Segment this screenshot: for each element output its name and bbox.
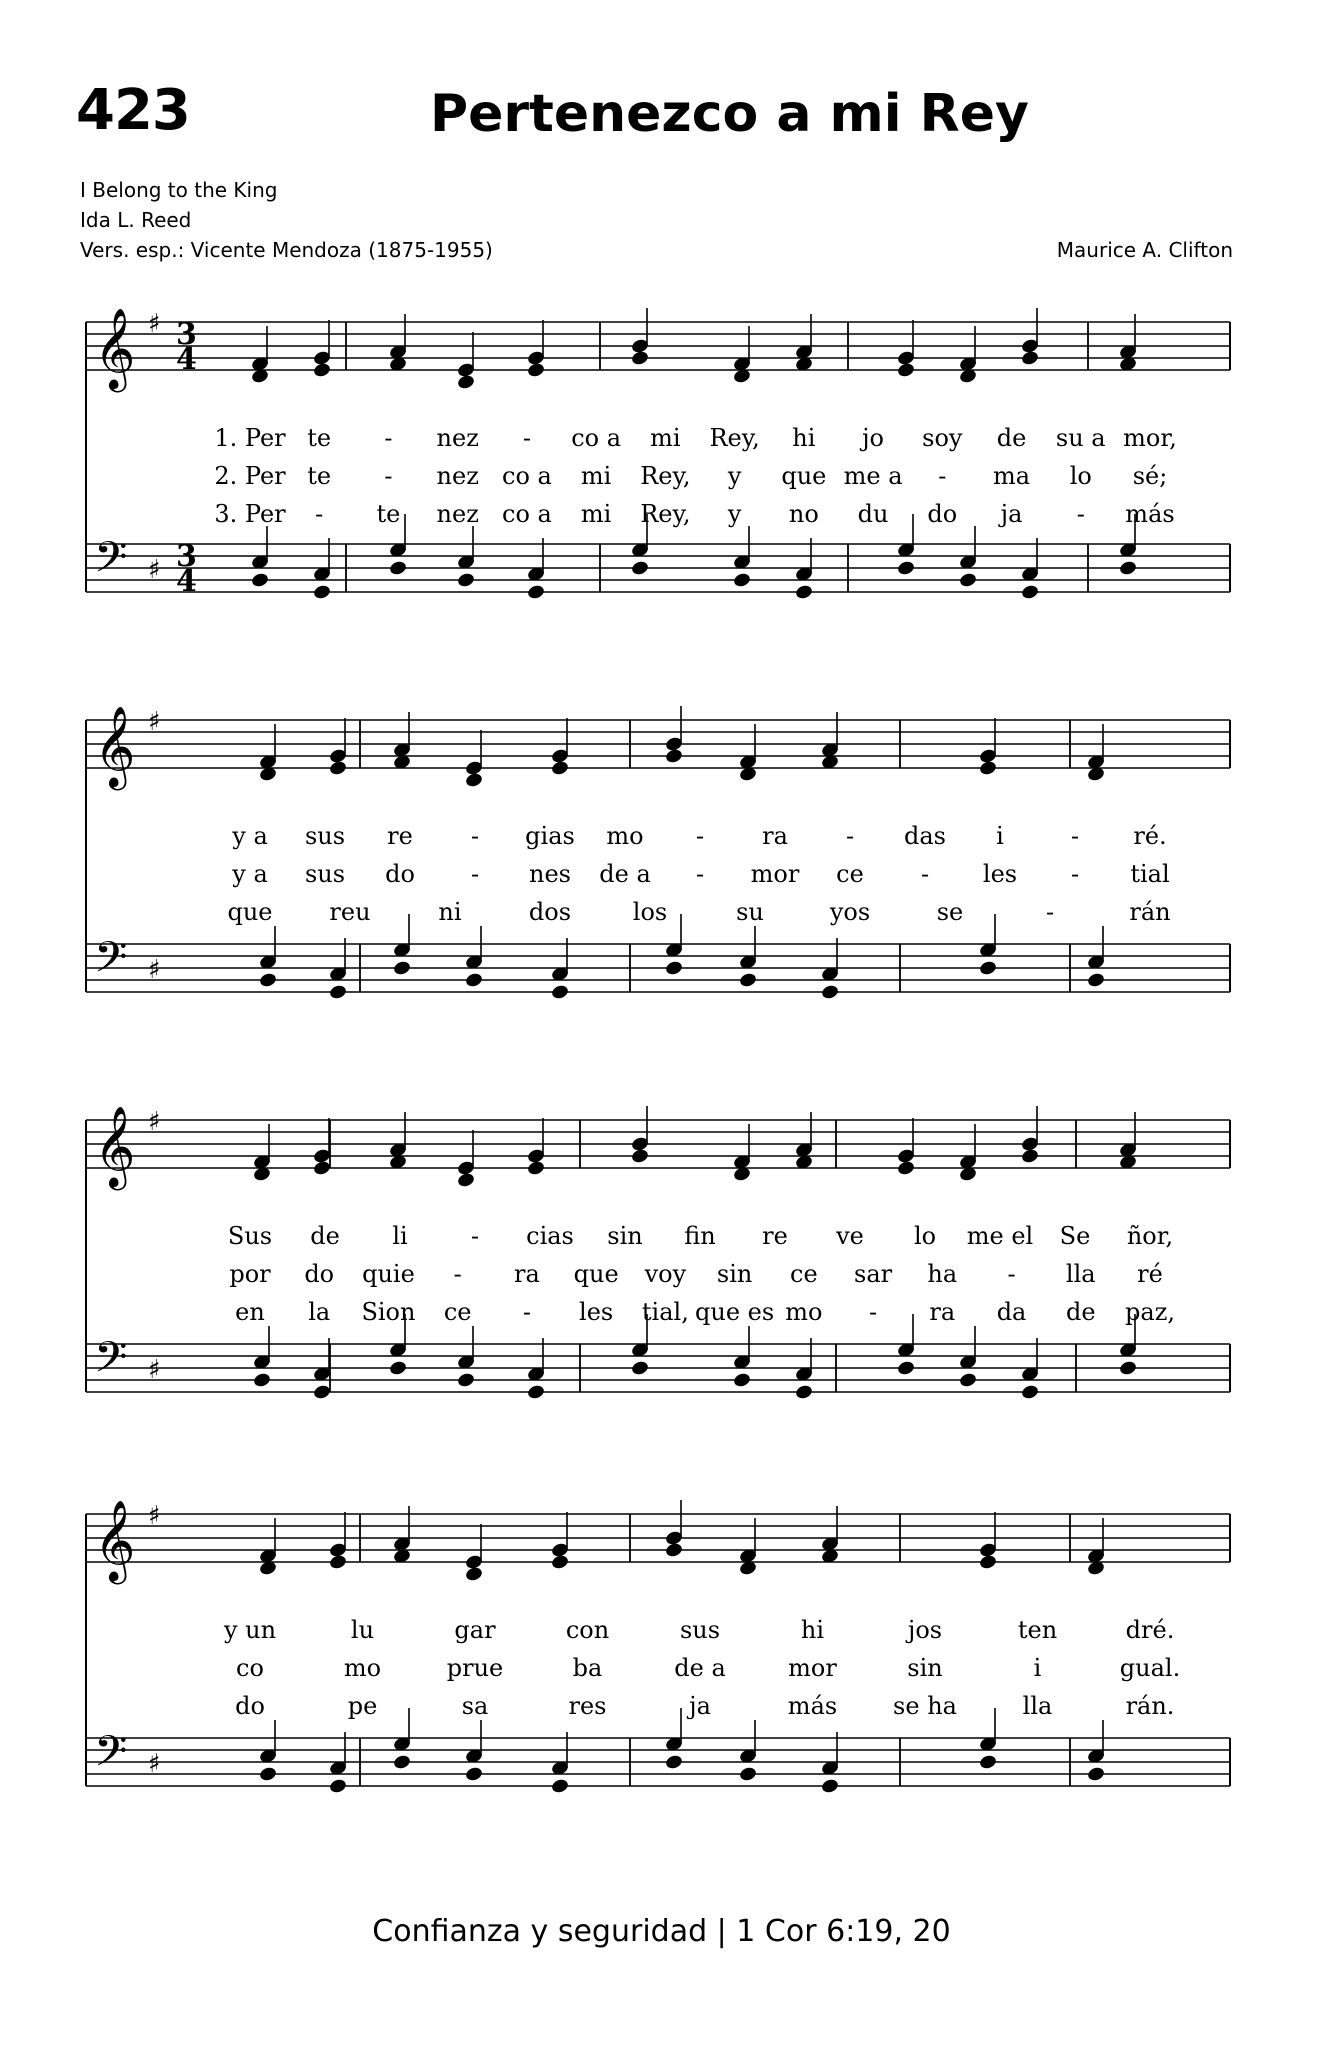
lyric-syllable: -	[1070, 860, 1080, 888]
lyric-syllable: ve	[836, 1222, 864, 1250]
lyric-syllable: do	[235, 1692, 265, 1720]
lyric-syllable: por	[229, 1260, 271, 1288]
lyric-syllable: de	[1065, 1298, 1096, 1326]
lyric-syllable: Sus	[227, 1222, 273, 1250]
lyric-syllable: Rey,	[709, 424, 760, 452]
lyric-syllable: -	[869, 1298, 878, 1326]
lyric-syllable: la	[308, 1298, 331, 1326]
lyric-syllable: ré.	[1133, 822, 1167, 850]
sharp-key-signature-icon: ♯	[148, 1501, 161, 1531]
lyric-syllable: dos	[528, 898, 572, 926]
lyric-syllable: se	[936, 898, 964, 926]
sharp-key-signature-icon: ♯	[148, 707, 161, 737]
lyric-syllable: sus	[679, 1616, 721, 1644]
lyric-syllable: ré	[1137, 1260, 1163, 1288]
lyric-syllable: voy	[644, 1260, 687, 1288]
lyric-syllable: que	[573, 1260, 619, 1288]
lyric-syllable: sus	[304, 860, 346, 888]
lyric-syllable: prue	[446, 1654, 504, 1682]
lyric-syllable: ma	[992, 462, 1031, 490]
lyric-syllable: co	[236, 1654, 264, 1682]
lyric-syllable: gual.	[1119, 1654, 1181, 1682]
lyric-syllable: -	[453, 1260, 462, 1288]
lyric-syllable: ten	[1017, 1616, 1058, 1644]
lyric-syllable: -	[384, 462, 393, 490]
lyric-syllable: mo	[606, 822, 644, 850]
lyric-syllable: su	[736, 898, 764, 926]
lyric-syllable: Rey,	[640, 500, 691, 528]
lyric-syllable: ja	[1000, 500, 1023, 528]
bass-note-head	[550, 1778, 569, 1795]
lyric-syllable: do	[385, 860, 415, 888]
lyric-syllable: i	[1033, 1654, 1042, 1682]
lyric-syllable: ra	[929, 1298, 956, 1326]
lyric-syllable: en	[235, 1298, 265, 1326]
treble-staff	[86, 1514, 1230, 1562]
bass-clef-icon: 𝄢	[94, 533, 128, 593]
treble-note-head	[464, 1566, 483, 1583]
lyric-syllable: y a	[232, 822, 268, 850]
bass-note-head	[258, 1766, 277, 1783]
lyric-syllable: Sion	[361, 1298, 416, 1326]
lyric-syllable: mo	[785, 1298, 823, 1326]
lyric-syllable: i	[996, 822, 1004, 850]
lyric-syllable: ce	[790, 1260, 818, 1288]
lyric-syllable: de a	[674, 1654, 726, 1682]
lyric-syllable: de a	[599, 860, 651, 888]
lyric-syllable: te	[376, 500, 401, 528]
hymn-title: Pertenezco a mi Rey	[430, 84, 1029, 144]
treble-clef-icon: 𝄞	[94, 307, 136, 389]
lyric-syllable: paz,	[1125, 1298, 1175, 1326]
lyric-syllable: sar	[854, 1260, 893, 1288]
time-signature-top: 3	[176, 539, 197, 574]
lyric-syllable: lla	[1065, 1260, 1096, 1288]
lyric-syllable: que es	[695, 1298, 775, 1326]
lyric-syllable: -	[522, 1298, 531, 1326]
lyric-syllable: yos	[829, 898, 871, 926]
bass-note-head	[328, 1778, 347, 1795]
lyric-syllable: li	[392, 1222, 408, 1250]
lyric-syllable: lo	[913, 1222, 937, 1250]
lyric-syllable: -	[695, 860, 705, 888]
lyric-syllable: les	[579, 1298, 614, 1326]
lyric-syllable: me a	[843, 462, 903, 490]
lyric-syllable: Se	[1059, 1222, 1091, 1250]
lyric-syllable: tial	[1130, 860, 1170, 888]
bass-note-head	[392, 1754, 411, 1771]
lyric-syllable: nez	[436, 462, 479, 490]
lyric-syllable: ra	[514, 1260, 540, 1288]
lyric-syllable: -	[384, 424, 393, 452]
sharp-key-signature-icon: ♯	[148, 1355, 161, 1385]
lyric-syllable: no	[788, 500, 819, 528]
lyric-syllable: su a	[1055, 424, 1106, 452]
lyric-syllable: sa	[461, 1692, 489, 1720]
lyric-syllable: lla	[1022, 1692, 1053, 1720]
lyric-syllable: re	[387, 822, 413, 850]
treble-note-head	[550, 1554, 569, 1571]
sharp-key-signature-icon: ♯	[148, 1749, 161, 1779]
lyric-syllable: -	[920, 860, 930, 888]
lyric-syllable: -	[1007, 1260, 1016, 1288]
bass-note-head	[664, 1754, 683, 1771]
lyric-syllable: 2. Per	[214, 462, 286, 490]
lyric-syllable: que	[781, 462, 827, 490]
sharp-key-signature-icon: ♯	[148, 1107, 161, 1137]
lyric-syllable: que	[227, 898, 273, 926]
composer-credit: Maurice A. Clifton	[1056, 238, 1233, 262]
lyric-syllable: re	[762, 1222, 788, 1250]
lyric-syllable: gar	[454, 1616, 496, 1644]
lyric-syllable: ha	[927, 1260, 958, 1288]
lyric-syllable: pe	[347, 1692, 378, 1720]
lyric-syllable: y	[727, 462, 742, 490]
lyric-syllable: sin	[716, 1260, 753, 1288]
lyric-syllable: de	[996, 424, 1027, 452]
lyric-syllable: res	[568, 1692, 607, 1720]
lyric-syllable: das	[904, 822, 946, 850]
lyric-syllable: con	[565, 1616, 610, 1644]
lyric-syllable: -	[845, 822, 855, 850]
lyric-syllable: los	[632, 898, 668, 926]
sharp-key-signature-icon: ♯	[148, 309, 161, 339]
sharp-key-signature-icon: ♯	[148, 555, 161, 585]
lyric-syllable: te	[307, 424, 332, 452]
lyric-syllable: -	[470, 860, 480, 888]
bass-staff	[86, 1738, 1230, 1786]
english-title-credit: I Belong to the King	[80, 178, 278, 202]
lyric-syllable: mor	[750, 860, 800, 888]
lyric-syllable: quie	[362, 1260, 415, 1288]
lyric-syllable: dré.	[1125, 1616, 1175, 1644]
lyric-syllable: -	[1045, 898, 1055, 926]
lyric-syllable: sin	[907, 1654, 943, 1682]
lyric-syllable: -	[938, 462, 947, 490]
lyric-syllable: y a	[232, 860, 268, 888]
treble-clef-icon: 𝄞	[94, 705, 136, 787]
time-signature-top: 3	[176, 317, 197, 352]
bass-note-head	[464, 1766, 483, 1783]
lyric-syllable: -	[315, 500, 324, 528]
bass-note-head	[1086, 1766, 1105, 1783]
lyric-syllable: y	[727, 500, 742, 528]
lyric-syllable: gias	[525, 822, 575, 850]
lyric-syllable: nez	[436, 424, 479, 452]
lyric-syllable: reu	[329, 898, 371, 926]
lyric-syllable: du	[857, 500, 889, 528]
lyric-syllable: sin	[607, 1222, 643, 1250]
lyric-syllable: te	[307, 462, 332, 490]
lyric-syllable: mor,	[1123, 424, 1177, 452]
lyric-syllable: nes	[529, 860, 571, 888]
lyric-syllable: lo	[1069, 462, 1092, 490]
lyric-syllable: rán	[1129, 898, 1171, 926]
lyric-syllable: jos	[907, 1616, 943, 1644]
lyric-syllable: de	[310, 1222, 340, 1250]
lyric-syllable: y un	[223, 1616, 277, 1644]
lyric-syllable: -	[695, 822, 705, 850]
time-signature-bottom: 4	[176, 342, 197, 377]
lyric-syllable: mo	[343, 1654, 382, 1682]
author-credit: Ida L. Reed	[80, 208, 192, 232]
lyric-syllable: les	[982, 860, 1018, 888]
spanish-version-credit: Vers. esp.: Vicente Mendoza (1875-1955)	[80, 238, 493, 262]
lyric-syllable: co a	[571, 424, 622, 452]
lyric-syllable: fin	[684, 1222, 716, 1250]
lyric-syllable: mi	[580, 462, 612, 490]
treble-clef-icon: 𝄞	[94, 1499, 136, 1581]
lyric-syllable: se ha	[893, 1692, 957, 1720]
lyric-syllable: mi	[650, 424, 681, 452]
lyric-syllable: ni	[438, 898, 462, 926]
lyric-syllable: mor	[788, 1654, 837, 1682]
lyric-syllable: lu	[350, 1616, 375, 1644]
lyric-syllable: ja	[689, 1692, 711, 1720]
lyric-syllable: tial,	[641, 1298, 689, 1326]
lyric-syllable: ba	[572, 1654, 603, 1682]
lyric-syllable: do	[304, 1260, 335, 1288]
lyric-syllable: ra	[762, 822, 788, 850]
lyric-syllable: jo	[862, 424, 885, 452]
lyric-syllable: 1. Per	[214, 424, 286, 452]
lyric-syllable: do	[927, 500, 958, 528]
lyric-syllable: hi	[800, 1616, 825, 1644]
hymn-number: 423	[76, 78, 190, 143]
lyric-syllable: co a	[502, 462, 552, 490]
lyric-syllable: mi	[580, 500, 612, 528]
lyric-syllable: sé;	[1132, 462, 1168, 490]
lyric-syllable: soy	[922, 424, 963, 452]
bass-note-head	[978, 1754, 997, 1771]
footer-topic-reference: Confianza y seguridad | 1 Cor 6:19, 20	[372, 1914, 951, 1949]
lyric-syllable: da	[996, 1298, 1027, 1326]
lyric-syllable: más	[1125, 500, 1175, 528]
treble-note-head	[328, 1554, 347, 1571]
lyric-syllable: ñor,	[1126, 1222, 1174, 1250]
lyric-syllable: Rey,	[640, 462, 691, 490]
lyric-syllable: co a	[502, 500, 552, 528]
bass-note-head	[820, 1778, 839, 1795]
lyric-syllable: nez	[436, 500, 479, 528]
lyric-syllable: -	[1076, 500, 1085, 528]
treble-clef-icon: 𝄞	[94, 1105, 136, 1187]
bass-clef-icon: 𝄢	[94, 933, 128, 993]
sharp-key-signature-icon: ♯	[148, 955, 161, 985]
lyric-syllable: cias	[526, 1222, 574, 1250]
treble-note-head	[664, 1542, 683, 1559]
lyric-syllable: me el	[966, 1222, 1034, 1250]
lyric-syllable: hi	[792, 424, 816, 452]
lyric-syllable: más	[787, 1692, 838, 1720]
lyric-syllable: sus	[304, 822, 346, 850]
lyric-syllable: -	[1070, 822, 1080, 850]
bass-note-head	[738, 1766, 757, 1783]
lyric-syllable: rán.	[1125, 1692, 1175, 1720]
lyric-syllable: ce	[836, 860, 864, 888]
time-signature-bottom: 4	[176, 564, 197, 599]
bass-clef-icon: 𝄢	[94, 1727, 128, 1787]
lyric-syllable: -	[522, 424, 531, 452]
lyric-syllable: -	[470, 822, 480, 850]
lyric-syllable: ce	[443, 1298, 472, 1326]
bass-clef-icon: 𝄢	[94, 1333, 128, 1393]
lyric-syllable: -	[470, 1222, 480, 1250]
lyric-syllable: 3. Per	[214, 500, 286, 528]
treble-note-head	[978, 1554, 997, 1571]
